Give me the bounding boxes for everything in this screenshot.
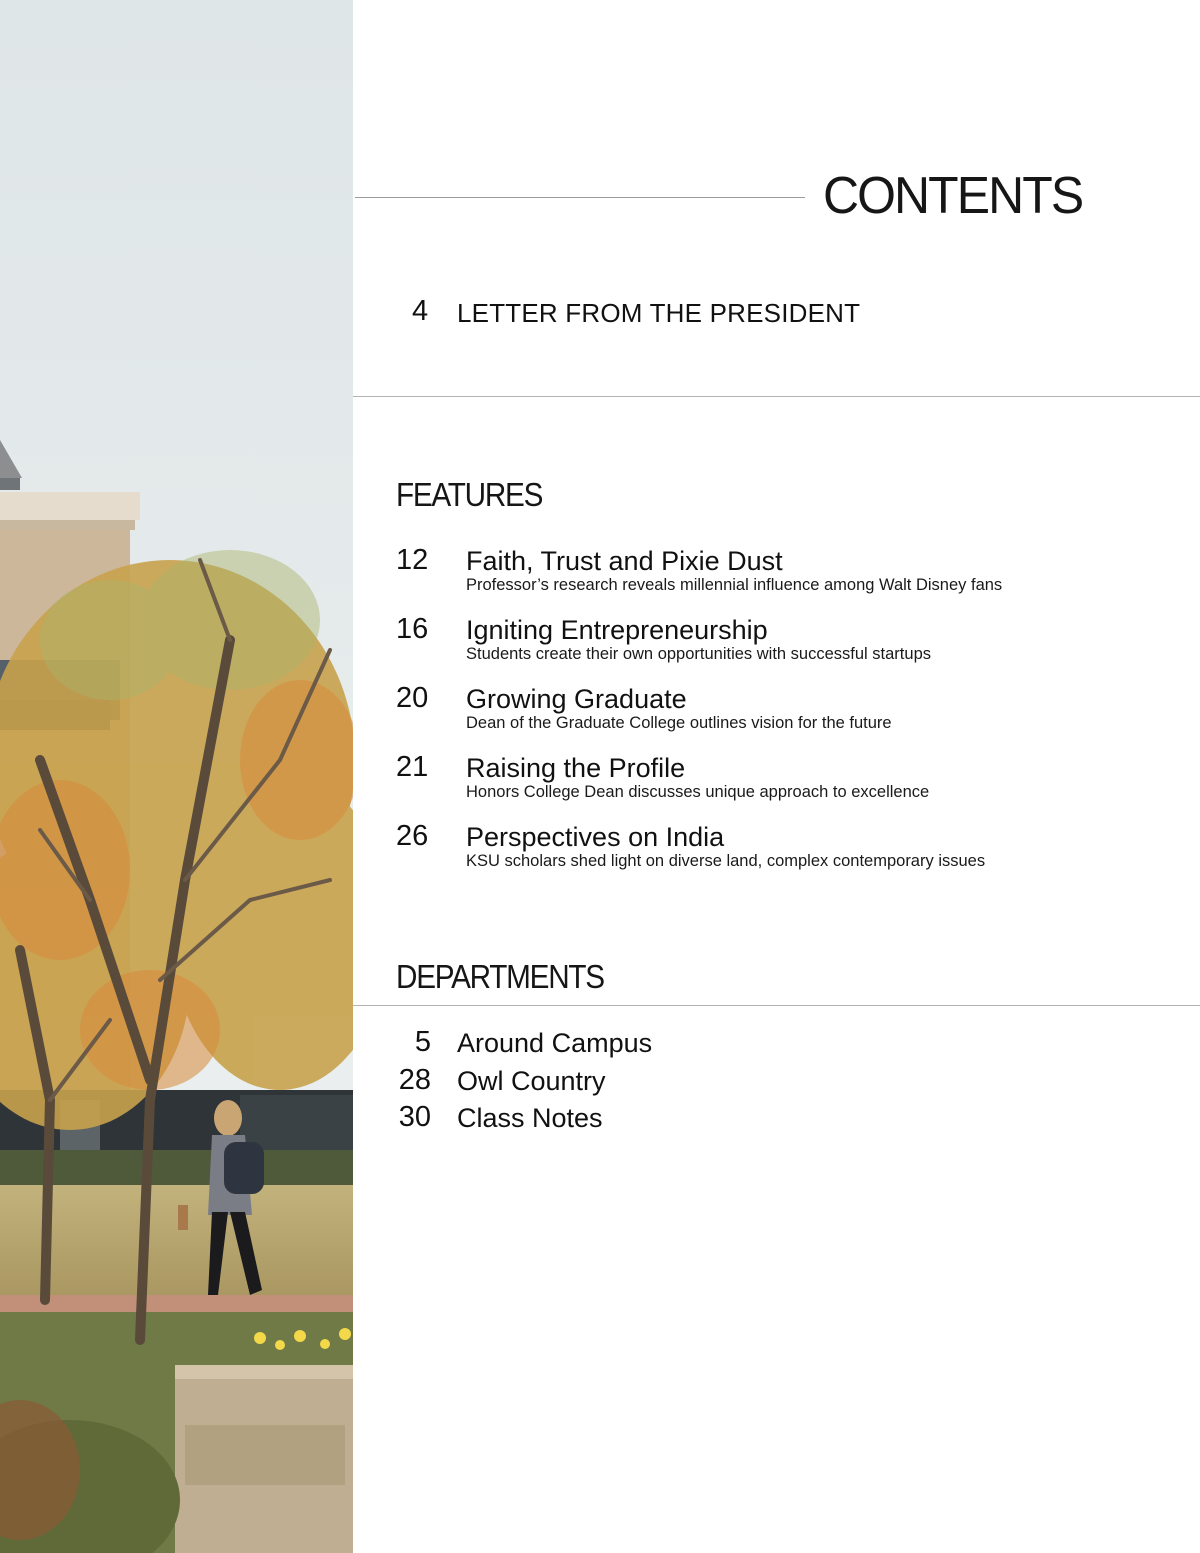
feature-entry[interactable]: [0, 681, 1200, 741]
feature-entry[interactable]: [0, 612, 1200, 672]
department-page-number: 5: [414, 1026, 431, 1058]
contents-top-rule: [355, 197, 805, 198]
section-divider: [353, 396, 1200, 397]
feature-title: Igniting Entrepreneurship: [466, 615, 768, 645]
feature-title: Growing Graduate: [466, 684, 687, 714]
department-title: Class Notes: [457, 1103, 603, 1133]
contents-title: CONTENTS: [823, 167, 1083, 225]
department-title: Around Campus: [457, 1028, 653, 1058]
department-entry[interactable]: [0, 1025, 1200, 1061]
feature-page-number: 26: [396, 820, 429, 852]
features-heading: FEATURES: [396, 476, 543, 513]
feature-page-number: 20: [396, 682, 429, 714]
letter-page-number: 4: [412, 295, 429, 327]
feature-description: Honors College Dean discusses unique approach to excellence: [466, 783, 930, 801]
feature-title: Faith, Trust and Pixie Dust: [466, 546, 783, 576]
feature-page-number: 16: [396, 613, 429, 645]
departments-rule: [353, 1005, 1200, 1006]
feature-entry[interactable]: [0, 543, 1200, 603]
feature-entry[interactable]: [0, 819, 1200, 879]
feature-description: KSU scholars shed light on diverse land, complex contemporary issues: [466, 852, 986, 870]
feature-description: Professor’s research reveals millennial influence among Walt Disney fans: [466, 576, 1003, 594]
feature-description: Dean of the Graduate College outlines vision for the future: [466, 714, 892, 732]
departments-heading: DEPARTMENTS: [396, 958, 604, 995]
letter-title: LETTER FROM THE PRESIDENT: [457, 298, 861, 328]
feature-entry[interactable]: [0, 750, 1200, 810]
letter-entry[interactable]: [0, 293, 1200, 333]
department-entry[interactable]: [0, 1063, 1200, 1099]
department-page-number: 30: [398, 1101, 431, 1133]
department-title: Owl Country: [457, 1066, 606, 1096]
department-page-number: 28: [398, 1064, 431, 1096]
feature-title: Perspectives on India: [466, 822, 725, 852]
feature-page-number: 12: [396, 544, 429, 576]
feature-title: Raising the Profile: [466, 753, 686, 783]
feature-page-number: 21: [396, 751, 429, 783]
feature-description: Students create their own opportunities with successful startups: [466, 645, 931, 663]
department-entry[interactable]: [0, 1100, 1200, 1136]
